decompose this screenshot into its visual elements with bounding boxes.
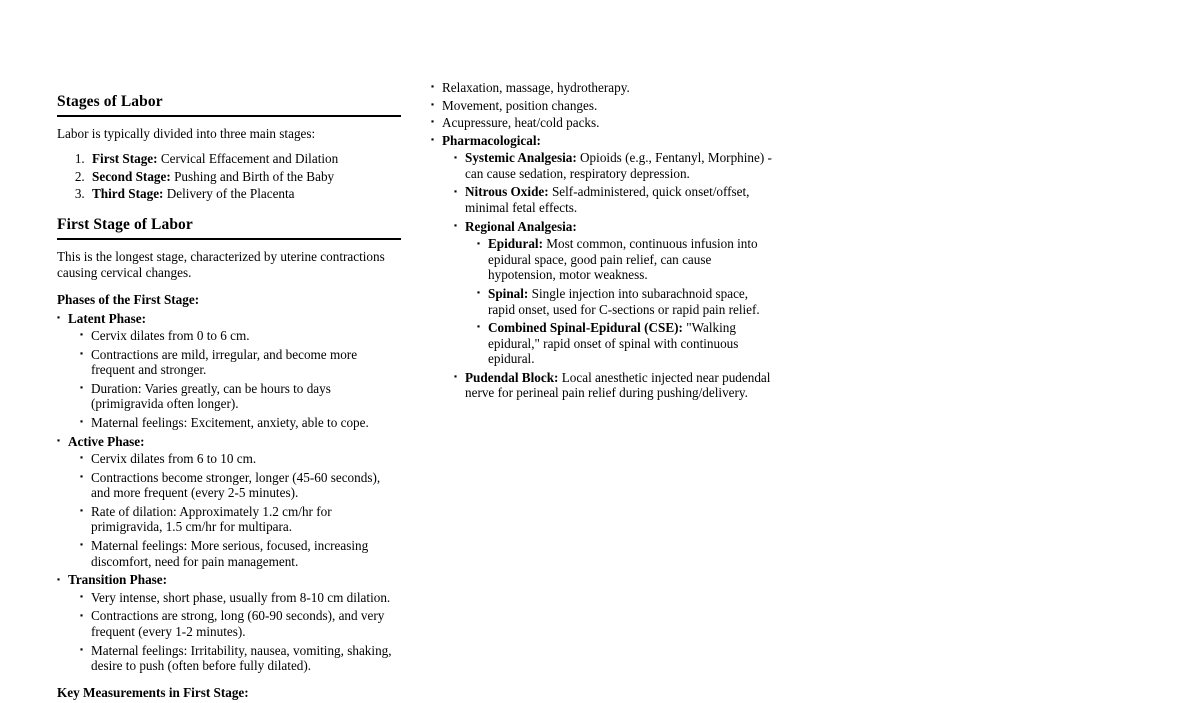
list-item: ▪ Duration: Varies greatly, can be hours to days (primigravida often longer). (80, 381, 402, 412)
item-label: Nitrous Oxide: (465, 184, 549, 200)
item-label: Pudendal Block: (465, 369, 559, 385)
phase-label: Transition Phase: (68, 572, 168, 588)
list-item (88, 169, 402, 186)
item-text: Opioids (e.g., Fentanyl, Morphine) - can cause sedation, respiratory depression. (465, 150, 772, 181)
stage-label: Second Stage: (92, 168, 171, 184)
heading-rule (57, 238, 401, 240)
section-heading-stages-of-labor: Stages of Labor (57, 93, 163, 110)
item-label: Spinal: (488, 285, 529, 301)
section-heading-first-stage-of-labor: First Stage of Labor (57, 215, 193, 233)
stage-label: Third Stage: (92, 186, 164, 202)
list-item: ▪ Rate of dilation: Approximately 1.2 cm/hr for primigravida, 1.5 cm/hr for multipara. (80, 504, 402, 535)
intro-paragraph-stages: Labor is typically divided into three main stages: (57, 126, 316, 142)
stage-text: Delivery of the Placenta (166, 186, 295, 202)
list-item: ▪ Cervix dilates from 0 to 6 cm. (80, 328, 402, 344)
transition-sub-list (80, 590, 402, 674)
item-label: Epidural: (488, 236, 543, 252)
item-text: Local anesthetic injected near pudendal nerve for perineal pain relief during pushing/delivery. (465, 369, 771, 401)
item-spinal (477, 286, 776, 317)
phase-active (57, 434, 402, 570)
list-item: ▪ Maternal feelings: More serious, focused, increasing discomfort, need for pain management. (80, 538, 402, 569)
item-nitrous-oxide (454, 184, 776, 215)
stages-ordered-list (57, 151, 402, 203)
item-text: Single injection into subarachnoid space, rapid onset, used for C-sections or rapid pain relief. (488, 285, 760, 317)
pharmacological-list (431, 133, 776, 401)
pharmacological-label: Pharmacological: (442, 132, 541, 148)
list-item: ▪ Cervix dilates from 6 to 10 cm. (80, 451, 402, 467)
list-item: ▪ Contractions are strong, long (60-90 seconds), and very frequent (every 1-2 minutes). (80, 608, 402, 639)
group-regional-analgesia (454, 219, 776, 367)
left-column (57, 92, 402, 703)
subheading-key-measurements: Key Measurements in First Stage: (57, 684, 249, 700)
item-combined-spinal-epidural (477, 320, 776, 367)
phase-transition (57, 572, 402, 673)
phase-latent (57, 311, 402, 431)
active-sub-list (80, 451, 402, 569)
phases-list (57, 311, 402, 674)
list-item: ▪ Acupressure, heat/cold packs. (431, 115, 776, 131)
item-epidural (477, 236, 776, 283)
right-column (431, 80, 776, 404)
item-text: "Walking epidural," rapid onset of spinal with continuous epidural. (488, 320, 739, 367)
list-item (88, 186, 402, 203)
regional-analgesia-label: Regional Analgesia: (465, 218, 577, 234)
nonpharmacological-list (431, 80, 776, 131)
heading-rule (57, 115, 401, 117)
list-item: ▪ Contractions become stronger, longer (45-60 seconds), and more frequent (every 2-5 minutes). (80, 470, 402, 501)
item-text: Most common, continuous infusion into epidural space, good pain relief, can cause hypotension, motor weakness. (488, 236, 758, 283)
list-item: ▪ Maternal feelings: Irritability, nausea, vomiting, shaking, desire to push (often before fully dilated). (80, 643, 402, 674)
item-text: Self-administered, quick onset/offset, minimal fetal effects. (465, 184, 750, 216)
list-item: ▪ Contractions are mild, irregular, and become more frequent and stronger. (80, 347, 402, 378)
stage-text: Pushing and Birth of the Baby (174, 168, 335, 184)
list-item: ▪ Movement, position changes. (431, 98, 776, 114)
phase-label: Latent Phase: (68, 310, 147, 326)
item-systemic-analgesia (454, 150, 776, 181)
subheading-phases-of-first-stage: Phases of the First Stage: (57, 292, 200, 308)
latent-sub-list (80, 328, 402, 430)
item-label: Combined Spinal-Epidural (CSE): (488, 320, 683, 336)
list-item: ▪ Maternal feelings: Excitement, anxiety, able to cope. (80, 415, 402, 431)
intro-paragraph-first-stage: This is the longest stage, characterized by uterine contractions causing cervical changes. (57, 249, 385, 280)
stage-text: Cervical Effacement and Dilation (160, 150, 339, 166)
list-item (88, 151, 402, 168)
phase-label: Active Phase: (68, 433, 145, 449)
list-item: ▪ Relaxation, massage, hydrotherapy. (431, 80, 776, 96)
list-item: ▪ Very intense, short phase, usually from 8-10 cm dilation. (80, 590, 402, 606)
pharmacological-group (431, 133, 776, 401)
stage-label: First Stage: (92, 150, 158, 166)
regional-analgesia-sub-list (477, 236, 776, 367)
item-label: Systemic Analgesia: (465, 150, 577, 166)
item-pudendal-block (454, 370, 776, 401)
pharmacological-sub-list (454, 150, 776, 401)
